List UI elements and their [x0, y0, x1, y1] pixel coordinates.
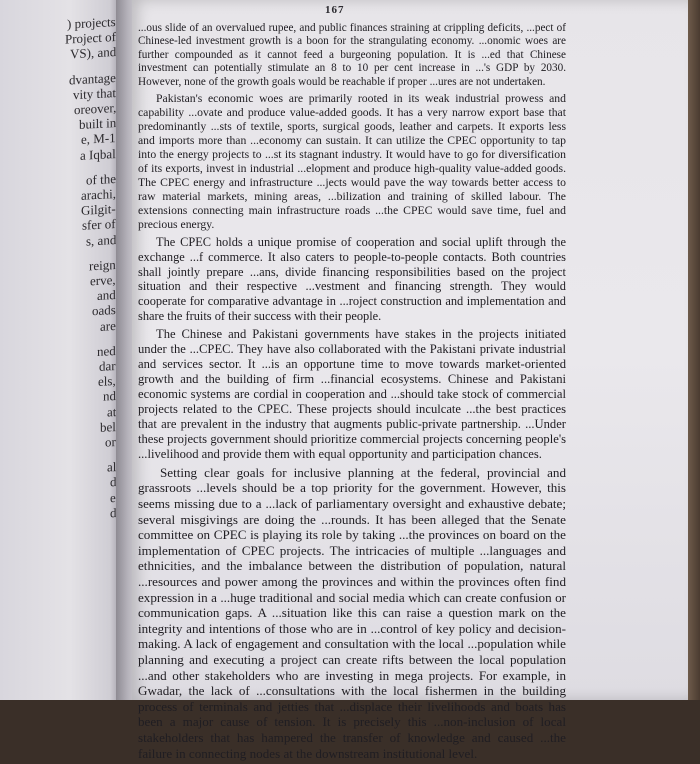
left-page-fragment: built in — [78, 115, 116, 133]
paragraph-1: ...ous slide of an overvalued rupee, and public finances straining at crippling deficits, ...pect of Chinese-led investment growth is a boon for the strangulating economy. ...onomic woes are further compounded as it cannot feed a burgeoning population. It is ...ed that Chinese investment can potentially stimulate an 8 to 10 per cent increase in ...'s GDP by 2030. However, none of the growth goals would be reachable if proper ...ures are not undertaken. — [138, 22, 566, 88]
paragraph-4: The Chinese and Pakistani governments have stakes in the projects initiated under the ...CPEC. They have also collaborated with the Pakistani private industrial and services sector. It ...is an opportune time to move towards market-oriented growth and the building of firm ...financial ecosystems. Chinese and Pakistani economic systems are cordial in cooperation and ...should take stock of commercial projects related to the CPEC. These projects should inculcate ...the best practices that are prevalent in the industry that augments public-private partnership. ...Under these projects government should prioritize commercial projects concerning people's ...livelihood and provide them with equal opportunity and participation chances. — [138, 326, 566, 461]
page-number: 167 — [325, 4, 345, 16]
left-page — [0, 0, 122, 700]
left-page-fragment: ned — [97, 342, 116, 359]
left-page-fragment: s, and — [85, 231, 116, 249]
left-page-fragment: at — [106, 403, 116, 420]
left-page-fragment: arachi, — [80, 186, 116, 203]
left-page-fragment: VS), and — [69, 44, 116, 62]
left-page-fragment: nd — [103, 388, 116, 405]
page-body — [138, 22, 566, 764]
paragraph-2: Pakistan's economic woes are primarily rooted in its weak industrial prowess and capability ...ovate and produce value-added goods. It has a very narrow export base that predominantly ...sts of textile, sports, surgical goods, leather and carpets. It exports less and imports more than ...economy can sustain. It can utilize the CPEC opportunity to tap into the energy projects to ...st its stagnant industry. It would have to go for diversification of its exports, invest in industrial ...elopment and produce high-quality value-added goods. The CPEC energy and infrastructure ...jects would pave the way towards better access to raw material markets, mining areas, ...bilization and training of skilled labour. The extensions connecting main infrastructure roads ...the CPEC would save time, fuel and precious energy. — [138, 92, 566, 232]
left-page-fragment: e — [110, 489, 116, 505]
left-page-fragment: Project of — [65, 29, 116, 47]
left-page-fragment: a Iqbal — [80, 145, 116, 163]
left-page-fragment: erve, — [90, 272, 116, 289]
paragraph-3: The CPEC holds a unique promise of cooperation and social uplift through the exchange ...f commerce. It also caters to people-to-people contacts. Both countries shall jointly prepare ...ans, divide financing responsibilities based on the project situation and their respective ...vestment and financing strength. They would cooperate for comparative advantage in ...roject construction and implementation and share the fruits of their success with their people. — [138, 235, 566, 324]
left-page-fragment: or — [105, 434, 116, 450]
left-page-fragment: d — [109, 504, 116, 521]
left-page-fragment: oads — [92, 302, 116, 319]
paragraph-5: Setting clear goals for inclusive planning at the federal, provincial and grassroots ...levels should be a top priority for the government. However, this seems missing due to a ...lack of parliamentary oversight and exhaustive debate; several misgivings are doing the ...rounds. It has been alleged that the Senate committee on CPEC is playing its role by taking ...the provinces on board on the implementation of CPEC projects. The intricacies of multiple ...languages and ethnicities, and the imbalance between the distribution of population, natural ...resources and power among the provinces and within the provinces often find expression in a ...huge traditional and social media which can create confusion or communication gaps. A ...situation like this can raise a question mark on the integrity and intentions of those who are in ...control of key policy and decision-making. A lack of engagement and consultation with the local ...population while planning and executing a project can create rifts between the local population ...and other stakeholders who are investing in mega projects. For example, in Gwadar, the lack of ...consultations with the local fishermen in the building process of terminals and jetties that ...displace their livelihoods and boats has been a major cause of tension. It is precisely this ...non-inclusion of local stakeholders that has hampered the transfer of knowledge and caused ...the failure in connecting nodes at the downstream institutional level. — [138, 464, 566, 761]
left-page-fragment: dvantage — [69, 69, 116, 88]
left-page-fragment: vity that — [73, 84, 116, 103]
left-page-fragment: and — [97, 287, 116, 304]
left-page-fragment: dar — [99, 358, 116, 374]
left-page-fragment: al — [106, 459, 116, 475]
background-edge — [688, 0, 700, 700]
left-page-fragment: e, M-1 — [81, 130, 116, 148]
left-page-fragment: oreover, — [73, 100, 116, 118]
left-page-fragment: are — [100, 317, 116, 334]
left-page-fragment: d — [109, 474, 116, 490]
left-page-fragment: ) projects — [67, 14, 116, 32]
left-page-fragment: reign — [89, 256, 116, 274]
left-page-fragment: els, — [98, 373, 116, 390]
left-page-fragment: sfer of — [82, 216, 116, 234]
left-page-fragment: of the — [86, 170, 116, 188]
left-page-fragment: Gilgit- — [81, 201, 116, 219]
left-page-fragment: bel — [100, 418, 116, 435]
